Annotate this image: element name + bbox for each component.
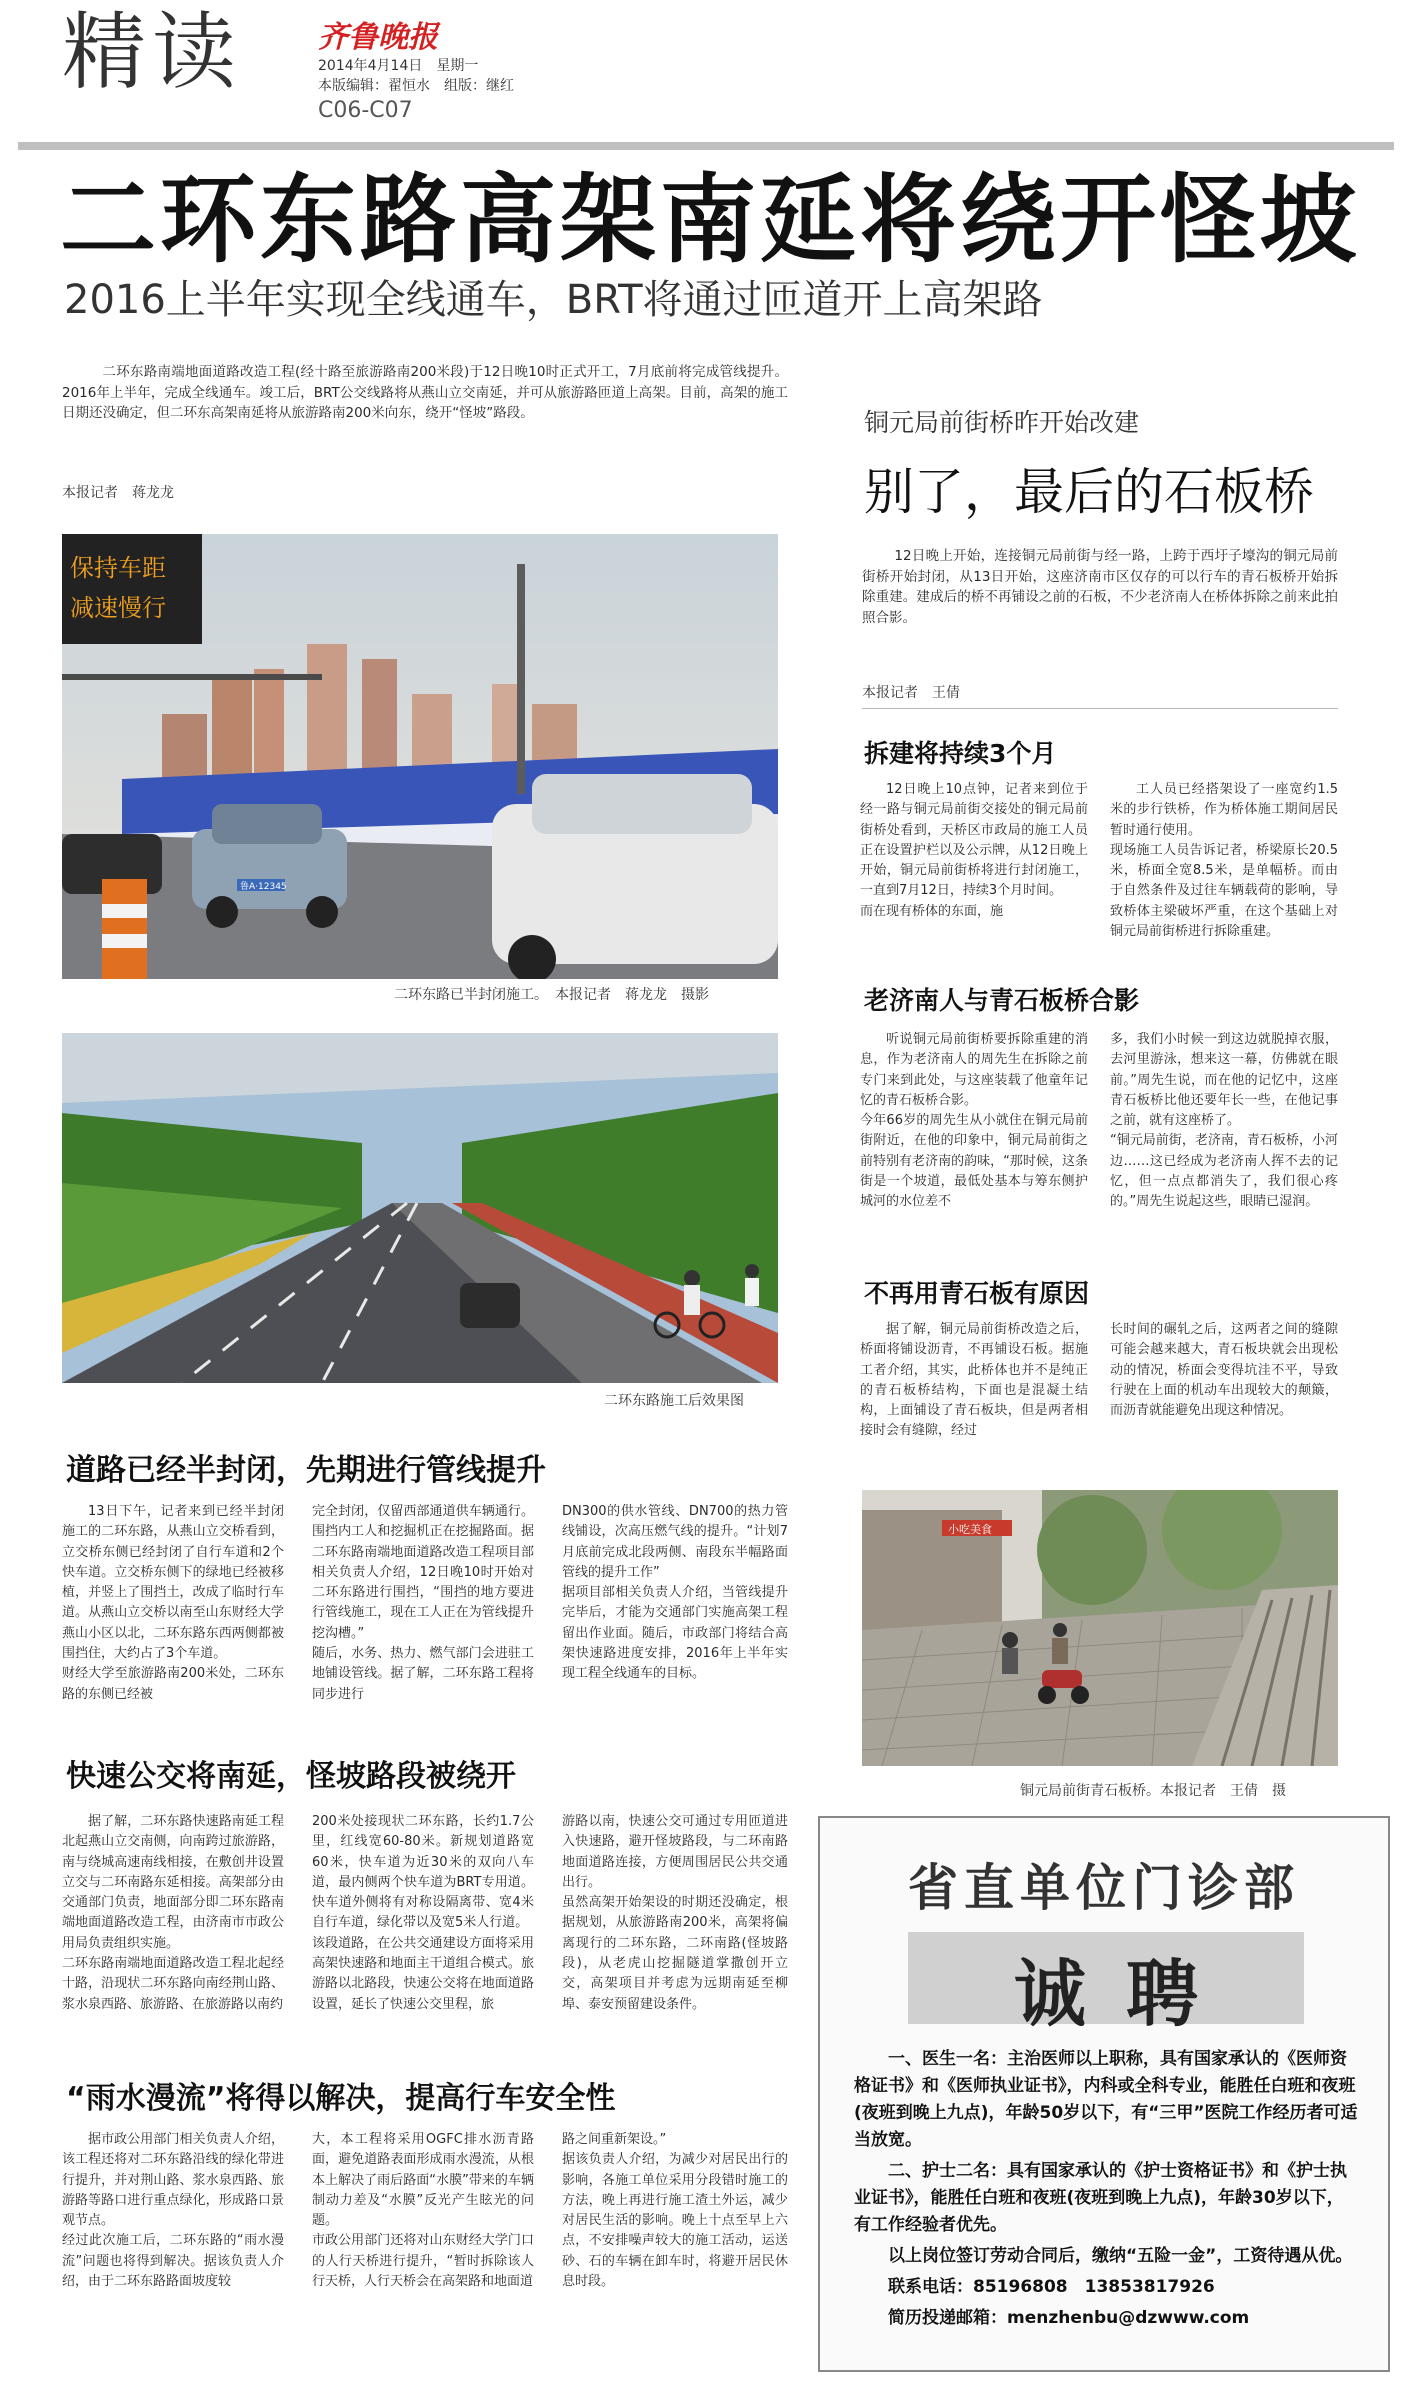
side-lead: 12日晚上开始，连接铜元局前街与经一路，上跨于西圩子壕沟的铜元局前街桥开始封闭，从13日开始，这座济南市区仅存的可以行车的青石板桥开始拆除重建。建成后的桥不再铺设之前的石板，不少老济南人在桥体拆除之前来此拍照合影。 [862,548,1338,626]
bridge-photo [862,1490,1338,1766]
shop-sign: 小吃美食 [948,1523,992,1536]
rendering-photo [62,1033,778,1383]
side-section1-title: 拆建将持续3个月 [864,739,1057,768]
side-section1-column1: 12日晚上10点钟，记者来到位于经一路与铜元局前街交接处的铜元局前街桥处看到，天桥区市政局的施工人员正在设置护栏以及公示牌，从12日晚上开始，铜元局前街桥将进行封闭施工，一直到7月12日，持续3个月时间。 而在现有桥体的东面，施 [860,782,1088,919]
ad-line-nurse: 二、护士二名：具有国家承认的《护士资格证书》和《护士执业证书》，能胜任白班和夜班(夜班到晚上九点)，年龄30岁以下，有工作经验者优先。 [854,2161,1347,2235]
side-headline: 别了，最后的石板桥 [864,463,1314,521]
ad-banner-text: 诚聘 [1013,1951,1238,2036]
side-section2-title: 老济南人与青石板桥合影 [864,986,1140,1015]
ad-banner [908,1932,1304,2036]
main-lead: 二环东路南端地面道路改造工程(经十路至旅游路南200米段)于12日晚10时正式开工，7月底前将完成管线提升。2016年上半年，完成全线通车。竣工后，BRT公交线路将从燕山立交南延，并可从旅游路匝道上高架。目前，高架的施工日期还没确定，但二环东高架南延将从旅游路南200米向东，绕开“怪坡”路段。 [62,364,788,421]
sign-text-line1: 保持车距 [70,554,166,582]
newspaper-logo: 齐鲁晚报 [318,20,438,55]
section3-column1: 据市政公用部门相关负责人介绍，该工程还将对二环东路沿线的绿化带进行提升，并对荆山路、浆水泉西路、旅游路等路口进行重点绿化，形成路口景观节点。 经过此次施工后，二环东路的“雨水漫流”问题也将得到解决。据该负责人介绍，由于二环东路路面坡度较 [62,2132,284,2290]
side-section3-column1: 据了解，铜元局前街桥改造之后，桥面将铺设沥青，不再铺设石板。据施工者介绍，其实，此桥体也并不是纯正的青石板桥结构，下面也是混凝土结构，上面铺设了青石板块，但是两者相接时会有缝隙，经过 [860,1322,1088,1439]
main-byline: 本报记者 蒋龙龙 [62,485,174,501]
section2-column3: 游路以南，快速公交可通过专用匝道进入快速路，避开怪坡路段，与二环南路地面道路连接，方便周围居民公共交通出行。 虽然高架开始架设的时期还没确定，根据规划，从旅游路南200米，高架将偏离现行的二环东路，二环南路(怪坡路段)，从老虎山挖掘隧道掌撒创开立交，高架项目并考虑为远期南延至柳埠、泰安预留建设条件。 [562,1814,788,2012]
side-section3-column2: 长时间的碾轧之后，这两者之间的缝隙可能会越来越大，青石板块就会出现松动的情况，桥面会变得坑洼不平，导致行驶在上面的机动车出现较大的颠簸，而沥青就能避免出现这种情况。 [1110,1322,1338,1419]
section3-column3: 路之间重新架设。” 据该负责人介绍，为减少对居民出行的影响，各施工单位采用分段错时施工的方法，晚上再进行施工渣土外运，减少对居民生活的影响。晚上十点至早上六点，不安排噪声较大的施工活动，运送砂、石的车辆在卸车时，将避开居民休息时段。 [562,2132,788,2290]
editors-line: 本版编辑：翟恒水 组版：继红 [318,78,514,94]
ad-contact-phone: 联系电话：85196808 13853817926 [888,2277,1215,2297]
main-headline: 二环东路高架南延将绕开怪坡 [60,164,1360,276]
side-divider [862,708,1338,709]
photo2-caption: 二环东路施工后效果图 [604,1393,744,1409]
ad-contact-email: 简历投递邮箱：menzhenbu@dzwww.com [888,2308,1250,2328]
main-subhead: 2016上半年实现全线通车，BRT将通过匝道开上高架路 [64,277,1043,323]
side-section2-column1: 听说铜元局前街桥要拆除重建的消息，作为老济南人的周先生在拆除之前专门来到此处，与这座装载了他童年记忆的青石板桥合影。 今年66岁的周先生从小就住在铜元局前街附近，在他的印象中，铜元局前街之前特别有老济南的韵味，“那时候，这条街是一个坡道，最低处基本与筹东侧护城河的水位差不 [860,1032,1088,1210]
side-section3-title: 不再用青石板有原因 [864,1279,1090,1308]
issue-date: 2014年4月14日 星期一 [318,58,479,74]
ad-body [854,2046,1360,2332]
sign-text-line2: 减速慢行 [70,594,166,622]
section-title: 精读 [62,3,243,101]
section2-title: 快速公交将南延，怪坡路段被绕开 [66,1759,516,1794]
side-section2-column2: 多，我们小时候一到这边就脱掉衣服，去河里游泳，想来这一幕，仿佛就在眼前。”周先生说，而在他的记忆中，这座青石板桥比他还要年长一些，在他记事之前，就有这座桥了。 “铜元局前街，老济南，青石板桥，小河边……这已经成为老济南人挥不去的记忆，但一点点都消失了，我们很心疼的。”周先生说起这些，眼睛已湿润。 [1110,1032,1338,1210]
ad-line-doctor: 一、医生一名：主治医师以上职称，具有国家承认的《医师资格证书》和《医师执业证书》，内科或全科专业，能胜任白班和夜班(夜班到晚上九点)，年龄50岁以下，有“三甲”医院工作经历者可适当放宽。 [854,2049,1358,2150]
construction-photo [62,534,778,979]
section1-column2: 完全封闭，仅留西部通道供车辆通行。围挡内工人和挖掘机正在挖掘路面。据二环东路南端地面道路改造工程项目部相关负责人介绍，12日晚10时开始对二环东路进行围挡，“围挡的地方要进行管线施工，现在工人正在为管线提升挖沟槽。” 随后，水务、热力、燃气部门会进驻工地铺设管线。据了解，二环东路工程将同步进行 [312,1504,534,1702]
side-kicker: 铜元局前街桥昨开始改建 [864,408,1140,437]
section2-column2: 200米处接现状二环东路，长约1.7公里，红线宽60-80米。新规划道路宽60米，快车道为近30米的双向八车道，最内侧两个快车道为BRT专用道。快车道外侧将有对称设隔离带、宽4米自行车道，绿化带以及宽5米人行道。 该段道路，在公共交通建设方面将采用高架快速路和地面主干道组合模式。旅游路以北路段，快速公交将在地面道路设置，延长了快速公交里程，旅 [312,1814,534,2012]
ad-line-benefits: 以上岗位签订劳动合同后，缴纳“五险一金”，工资待遇从优。 [888,2246,1353,2266]
section1-column1: 13日下午，记者来到已经半封闭施工的二环东路，从燕山立交桥看到，立交桥东侧已经封闭了自行车道和2个快车道。立交桥东侧下的绿地已经被移植，并竖上了围挡土，改成了临时行车道。从燕山立交桥以南至山东财经大学燕山小区以北，二环东路东西两侧都被围挡住，大约占了3个车道。 财经大学至旅游路南200米处，二环东路的东侧已经被 [62,1504,284,1702]
license-plate: 鲁A·12345 [240,882,287,892]
section3-column2: 大，本工程将采用OGFC排水沥青路面，避免道路表面形成雨水漫流，从根本上解决了雨后路面“水膜”带来的车辆制动力差及“水膜”反光产生眩光的问题。 市政公用部门还将对山东财经大学门口的人行天桥进行提升，“暂时拆除该人行天桥，人行天桥会在高架路和地面道 [312,2132,534,2290]
side-section1-column2: 工人员已经搭架设了一座宽约1.5米的步行铁桥，作为桥体施工期间居民暂时通行使用。 现场施工人员告诉记者，桥梁原长20.5米，桥面全宽8.5米，是单幅桥。而由于自然条件及过往车辆载荷的影响，导致桥体主梁破坏严重，在这个基础上对铜元局前街桥进行拆除重建。 [1110,782,1338,940]
recruitment-ad [818,1816,1390,2372]
page-range: C06-C07 [318,98,413,123]
header-rule [18,142,1394,150]
section1-title: 道路已经半封闭，先期进行管线提升 [66,1453,546,1488]
ad-title: 省直单位门诊部 [908,1858,1300,1917]
side-byline: 本报记者 王倩 [862,685,960,701]
bridge-photo-caption: 铜元局前街青石板桥。本报记者 王倩 摄 [1020,1783,1286,1799]
section3-title: “雨水漫流”将得以解决，提高行车安全性 [66,2081,616,2116]
photo1-caption: 二环东路已半封闭施工。 本报记者 蒋龙龙 摄影 [394,987,709,1003]
section1-column3: DN300的供水管线、DN700的热力管线铺设，次高压燃气线的提升。“计划7月底前完成北段两侧、南段东半幅路面管线的提升工作” 据项目部相关负责人介绍，当管线提升完毕后，才能为交通部门实施高架工程留出作业面。随后，市政部门将结合高架快速路进度安排，2016年上半年实现工程全线通车的目标。 [562,1504,788,1682]
section2-column1: 据了解，二环东路快速路南延工程北起燕山立交南侧，向南跨过旅游路，南与绕城高速南线相接，在敷创井设置立交与二环南路东延相接。高架部分由交通部门负责，地面部分即二环东路南端地面道路改造工程，由济南市市政公用局负责组织实施。 二环东路南端地面道路改造工程北起经十路，沿现状二环东路向南经荆山路、浆水泉西路、旅游路、在旅游路以南约 [62,1814,284,2012]
